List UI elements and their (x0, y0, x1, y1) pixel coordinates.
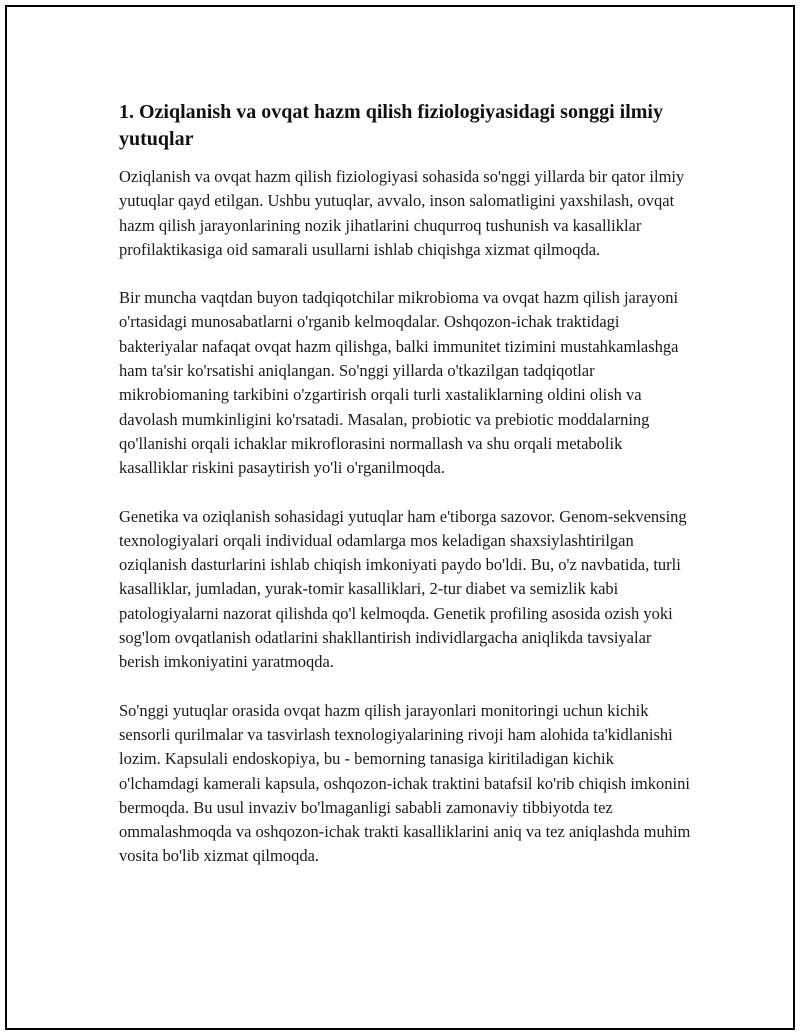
paragraph-3: Genetika va oziqlanish sohasidagi yutuqlar ham e'tiborga sazovor. Genom-sekvensing texnologiyalari orqali individual odamlarga mos keladigan shaxsiylashtirilgan oziqlanish dasturlarini ishlab chiqish imkoniyati paydo bo'ldi. Bu, o'z navbatida, turli kasalliklar, jumladan, yurak-tomir kasalliklari, 2-tur diabet va semizlik kabi patologiyalarni nazorat qilishda qo'l kelmoqda. Genetik profiling asosida ozish yoki sog'lom ovqatlanish odatlarini shakllantirish individlargacha aniqlikda tavsiyalar berish imkoniyatini yaratmoqda. (119, 506, 687, 672)
paragraph-4: So'nggi yutuqlar orasida ovqat hazm qilish jarayonlari monitoringi uchun kichik sensorli qurilmalar va tasvirlash texnologiyalarining rivoji ham alohida ta'kidlanishi lozim. Kapsulali endoskopiya, bu - bemorning tanasiga kiritiladigan kichik o'lchamdagi kamerali kapsula, oshqozon-ichak traktini batafsil ko'rib chiqish imkonini bermoqda. Bu usul invaziv bo'lmaganligi sababli zamonaviy tibbiyotda tez ommalashmoqda va oshqozon-ichak trakti kasalliklarini aniq va tez aniqlashda muhim vosita bo'lib xizmat qilmoqda. (119, 700, 691, 866)
document-body (119, 99, 693, 893)
paragraph-1: Oziqlanish va ovqat hazm qilish fiziologiyasi sohasida so'nggi yillarda bir qator ilmiy yutuqlar qayd etilgan. Ushbu yutuqlar, avvalo, inson salomatligini yaxshilash, ovqat hazm qilish jarayonlarining nozik jihatlarini chuqurroq tushunish va kasalliklar profilaktikasiga oid samarali usullarni ishlab chiqishga xizmat qilmoqda. (119, 167, 685, 259)
page-frame (5, 5, 795, 1030)
paragraph-2: Bir muncha vaqtdan buyon tadqiqotchilar mikrobioma va ovqat hazm qilish jarayoni o'rtasidagi munosabatlarni o'rganib kelmoqdalar. Oshqozon-ichak traktidagi bakteriyalar nafaqat ovqat hazm qilishga, balki immunitet tizimini mustahkamlashga ham ta'sir ko'rsatishi aniqlangan. So'nggi yillarda o'tkazilgan tadqiqotlar mikrobiomaning tarkibini o'zgartirish orqali turli xastaliklarning oldini olish va davolash mumkinligini ko'rsatadi. Masalan, probiotic va prebiotic moddalarning qo'llanishi orqali ichaklar mikroflorasini normallash va shu orqali metabolik kasalliklar riskini pasaytirish yo'li o'rganilmoqda. (119, 288, 679, 478)
section-heading: 1. Oziqlanish va ovqat hazm qilish fiziologiyasidagi songgi ilmiy yutuqlar (119, 101, 663, 150)
